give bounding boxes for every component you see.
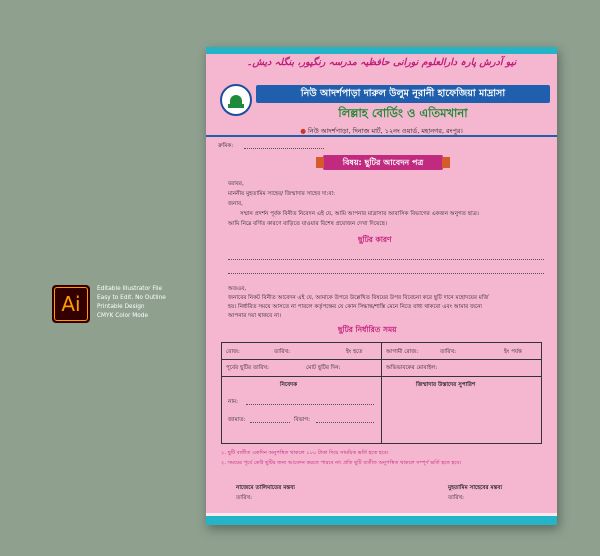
sign-right-date[interactable]: তারিখ: <box>448 495 465 501</box>
note-1: ১. ছুটি ব্যতীত একদিন অনুপস্থিত থাকলে ১০০ টাকা দিয়ে সাময়িক ভর্তি হতে হবে। <box>221 450 389 456</box>
reason-title: ছুটির কারণ <box>358 235 392 244</box>
bottom-border <box>206 516 557 525</box>
greeting: জনাব, <box>228 201 243 207</box>
date-to[interactable]: তারিখ: <box>440 349 457 355</box>
guardian-mobile[interactable]: অভিভাবকের মোবাইল: <box>386 365 438 371</box>
header-rule <box>206 135 557 137</box>
body-line-1: সম্মান প্রদর্শন পূর্বক বিনীত নিবেদন এই যে, আমি আপনার মাদ্রাসার আবাসিক বিভাগের একজন অনুগত ছাত্র। <box>240 211 479 217</box>
body-line-2: আমি নিম্নে বর্ণিত কারণে বাড়িতে যাওয়ার বিশেষ প্রয়োজন দেখা দিয়েছে। <box>228 221 388 227</box>
sign-right-label: মুহতামিম সাহেবের মন্তব্য <box>448 485 503 491</box>
closing-3: হয়। নির্ধারিত সময়ে আসতে না পারলে কর্তৃপক্ষের যে কোন সিদ্ধান্ত/শাস্তি মেনে নিতে বাধ্য থাকবো এবং আমার জন্যে <box>228 304 483 310</box>
to-suffix: ইং পর্যন্ত <box>504 349 522 355</box>
department-field[interactable]: বিভাগ: <box>294 417 311 423</box>
closing-2: জনাবের নিকট বিনীত আবেদন এই যে, আমাকে উপরে উল্লেখিত বিষয়ের উপর বিবেচনা করে ছুটি দানে মহোদয়ের মর্জি <box>228 295 489 301</box>
date-from[interactable]: তারিখ: <box>274 349 291 355</box>
closing-4: আপনার দয়া থাকবে না। <box>228 313 282 319</box>
illustrator-logo: Ai <box>52 285 90 323</box>
total-days[interactable]: মোট ছুটির দিন: <box>306 365 341 371</box>
applicant-heading: নিবেদক <box>280 382 298 388</box>
name-field[interactable]: নাম: <box>228 399 238 405</box>
feature-1: Editable Illustrator File <box>97 286 163 292</box>
guardian-heading: জিম্মাদার উস্তাদের সুপারিশ <box>416 382 476 388</box>
closing-1: অতএব, <box>228 286 247 292</box>
feature-2: Easy to Edit. No Outline <box>97 295 166 301</box>
mosque-base-icon <box>228 104 244 108</box>
feature-3: Printable Design <box>97 304 145 310</box>
address: ● নিউ আদর্শপাড়া, দিনাজ মার্ট, ১২নং ওয়ার্ড, মহানগর, রংপুর। <box>300 127 463 135</box>
day-to[interactable]: আগামী রোজ: <box>386 349 419 355</box>
subject-title: বিষয়: ছুটির আবেদন পত্র <box>323 155 443 170</box>
note-2: ২. সময়ের পূর্বে কেউ ছুটির জন্য আবেদন করতে পারবে না। প্রতি ছুটি ব্যতীত অনুপস্থিত থাকলে সম্পূর্ণ ভর্তি হতে হবে। <box>221 460 462 466</box>
leave-application-form <box>206 47 557 525</box>
institution-name: নিউ আদর্শপাড়া দারুল উলুম নূরানী হাফেজিয়া মাদ্রাসা <box>256 85 550 103</box>
serial-label: ক্রমিক: <box>218 143 234 149</box>
location-pin-icon: ● <box>300 127 306 135</box>
class-field[interactable]: জামাত: <box>228 417 246 423</box>
madrasa-logo <box>220 84 252 116</box>
sign-left-date[interactable]: তারিখ: <box>236 495 253 501</box>
to-line: মাননীয় মুহতামিম সাহেব/ জিম্মাদার সাহেব দা:বা: <box>228 191 336 197</box>
schedule-title: ছুটির নির্ধারিত সময় <box>338 325 397 334</box>
feature-4: CMYK Color Mode <box>97 313 149 319</box>
schedule-table <box>221 342 542 444</box>
institution-subtitle: লিল্লাহ বোর্ডিং ও এতিমখানা <box>338 106 468 120</box>
reason-line-1[interactable] <box>228 259 544 260</box>
serial-line <box>244 148 324 149</box>
to-label: বরাবর, <box>228 181 244 187</box>
sign-left-label: নাজেমে তালিমাতের মন্তব্য <box>236 485 295 491</box>
day-from[interactable]: রোজ: <box>226 349 240 355</box>
from-suffix: ইং হতে <box>346 349 363 355</box>
arabic-header: نیو آدرش پارہ دارالعلوم نورانی حافظیہ مدرسہ رنگپور، بنگلہ دیش۔ <box>246 57 517 68</box>
reason-line-2[interactable] <box>228 273 544 274</box>
previous-leave-date[interactable]: পূর্বের ছুটির তারিখ: <box>226 365 269 371</box>
top-border <box>206 47 557 54</box>
